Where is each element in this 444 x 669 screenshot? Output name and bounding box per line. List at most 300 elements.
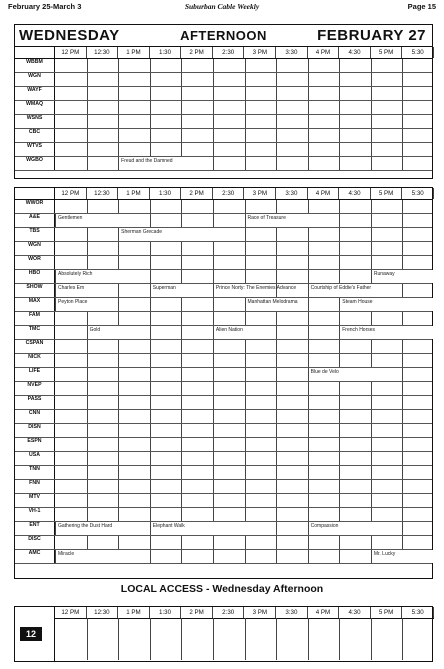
program-title: Freud and the Damned — [118, 157, 213, 170]
program-title: Compassion — [308, 522, 403, 535]
time-slot-label: 4 PM — [308, 607, 340, 618]
cell-divider — [371, 312, 374, 325]
cell-divider — [87, 466, 90, 479]
cell-divider — [308, 59, 311, 72]
cell-divider — [308, 618, 309, 660]
program-title: Mr. Lucky — [371, 550, 434, 563]
cell-divider — [213, 340, 216, 353]
cell-divider — [308, 242, 311, 255]
station-row — [15, 256, 432, 270]
cell-divider — [150, 59, 153, 72]
station-row — [15, 550, 432, 564]
cell-divider — [87, 87, 90, 100]
cell-divider — [213, 298, 216, 311]
time-slot-label: 2:30 — [213, 607, 245, 618]
cell-divider — [339, 270, 342, 283]
date-title: FEBRUARY 27 — [317, 27, 426, 44]
cell-divider — [181, 480, 184, 493]
cell-divider — [245, 228, 248, 241]
program-title: French Horses — [339, 326, 434, 339]
cell-divider — [402, 340, 405, 353]
cell-divider — [87, 368, 90, 381]
cell-divider — [118, 368, 121, 381]
local-access-title: LOCAL ACCESS - Wednesday Afternoon — [120, 583, 324, 595]
cell-divider — [276, 101, 279, 114]
cell-divider — [276, 480, 279, 493]
cell-divider — [150, 129, 153, 142]
cell-divider — [245, 143, 248, 156]
cell-divider — [276, 452, 279, 465]
cell-divider — [87, 452, 90, 465]
cell-divider — [213, 200, 216, 213]
time-slot-label: 3:30 — [276, 47, 308, 58]
program-title: Charles Em — [55, 284, 118, 297]
cell-divider — [118, 494, 121, 507]
cell-divider — [150, 340, 153, 353]
cell-divider — [150, 326, 153, 339]
cell-divider — [150, 480, 153, 493]
cell-divider — [118, 298, 121, 311]
cell-divider — [181, 466, 184, 479]
cell-divider — [308, 298, 311, 311]
cell-divider — [118, 536, 121, 549]
cell-divider — [118, 354, 121, 367]
time-slot-label: 12:30 — [87, 188, 119, 199]
station-name: VH-1 — [15, 508, 55, 521]
cell-divider — [339, 396, 342, 409]
cell-divider — [402, 312, 405, 325]
cell-divider — [150, 143, 153, 156]
time-slot-label: 5:30 — [402, 607, 434, 618]
cell-divider — [276, 438, 279, 451]
cell-divider — [213, 129, 216, 142]
cell-divider — [276, 536, 279, 549]
time-slot-label: 5:30 — [402, 47, 434, 58]
time-header — [15, 47, 432, 59]
cell-divider — [181, 115, 184, 128]
cell-divider — [213, 396, 216, 409]
program-title: Blue de Velo — [308, 368, 403, 381]
cell-divider — [402, 73, 405, 86]
cell-divider — [213, 618, 214, 660]
cell-divider — [245, 87, 248, 100]
station-row — [15, 466, 432, 480]
cell-divider — [150, 115, 153, 128]
cell-divider — [245, 200, 248, 213]
cell-divider — [339, 59, 342, 72]
cell-divider — [87, 438, 90, 451]
cell-divider — [118, 410, 121, 423]
cell-divider — [339, 424, 342, 437]
cell-divider — [308, 480, 311, 493]
program-title: Prince Norty: The Enemies Advance — [213, 284, 276, 297]
cell-divider — [276, 424, 279, 437]
time-slot-label: 1:30 — [150, 607, 182, 618]
cell-divider — [87, 618, 88, 660]
cell-divider — [150, 494, 153, 507]
cell-divider — [371, 508, 374, 521]
cell-divider — [150, 256, 153, 269]
cell-divider — [339, 452, 342, 465]
cell-divider — [402, 382, 405, 395]
time-slot-label: 5:30 — [402, 188, 434, 199]
day-title: WEDNESDAY — [19, 27, 120, 44]
cell-divider — [308, 466, 311, 479]
time-slot-label: 12 PM — [55, 607, 87, 618]
cell-divider — [181, 214, 184, 227]
cell-divider — [276, 115, 279, 128]
cell-divider — [150, 536, 153, 549]
cell-divider — [402, 410, 405, 423]
local-access-channel-cell — [15, 607, 55, 661]
cell-divider — [276, 326, 279, 339]
station-name: MAX — [15, 298, 55, 311]
cell-divider — [245, 115, 248, 128]
time-slot-label: 1:30 — [150, 47, 182, 58]
cell-divider — [181, 382, 184, 395]
cell-divider — [150, 354, 153, 367]
cell-divider — [87, 340, 90, 353]
cell-divider — [87, 312, 90, 325]
cell-divider — [308, 452, 311, 465]
time-header-corner — [15, 188, 55, 199]
time-slot-label: 2:30 — [213, 47, 245, 58]
cell-divider — [213, 382, 216, 395]
cell-divider — [213, 438, 216, 451]
cell-divider — [245, 550, 248, 563]
cell-divider — [181, 129, 184, 142]
cell-divider — [150, 396, 153, 409]
time-slot-label: 3 PM — [245, 47, 277, 58]
cell-divider — [213, 508, 216, 521]
cell-divider — [308, 87, 311, 100]
cell-divider — [402, 228, 405, 241]
cell-divider — [276, 410, 279, 423]
cell-divider — [245, 494, 248, 507]
cell-divider — [87, 382, 90, 395]
cell-divider — [371, 452, 374, 465]
cell-divider — [402, 508, 405, 521]
cell-divider — [276, 73, 279, 86]
cell-divider — [213, 59, 216, 72]
cell-divider — [402, 480, 405, 493]
cell-divider — [308, 494, 311, 507]
cell-divider — [87, 228, 90, 241]
cell-divider — [87, 494, 90, 507]
cell-divider — [371, 340, 374, 353]
cell-divider — [245, 242, 248, 255]
cell-divider — [308, 256, 311, 269]
cell-divider — [118, 452, 121, 465]
cell-divider — [308, 115, 311, 128]
station-name: ESPN — [15, 438, 55, 451]
cell-divider — [402, 129, 405, 142]
station-row — [15, 87, 432, 101]
station-row — [15, 214, 432, 228]
station-name: CSPAN — [15, 340, 55, 353]
station-row — [15, 242, 432, 256]
cell-divider — [276, 550, 279, 563]
program-title: Steam House — [339, 298, 434, 311]
cell-divider — [213, 550, 216, 563]
cell-divider — [371, 143, 374, 156]
cell-divider — [402, 494, 405, 507]
station-row — [15, 298, 432, 312]
station-row — [15, 143, 432, 157]
cell-divider — [118, 143, 121, 156]
cell-divider — [402, 256, 405, 269]
cell-divider — [339, 312, 342, 325]
cell-divider — [371, 101, 374, 114]
cell-divider — [213, 87, 216, 100]
cable-grid — [15, 188, 432, 564]
cell-divider — [213, 410, 216, 423]
cell-divider — [308, 508, 311, 521]
cell-divider — [213, 466, 216, 479]
cell-divider — [213, 354, 216, 367]
cell-divider — [371, 214, 374, 227]
station-name: DISN — [15, 424, 55, 437]
cell-divider — [245, 256, 248, 269]
station-row — [15, 354, 432, 368]
cell-divider — [213, 143, 216, 156]
station-name: WWOR — [15, 200, 55, 213]
station-row — [15, 410, 432, 424]
cell-divider — [402, 452, 405, 465]
cell-divider — [181, 618, 182, 660]
station-name: FAM — [15, 312, 55, 325]
program-title: Elephant Walk — [150, 522, 276, 535]
station-row — [15, 424, 432, 438]
station-name: WSNS — [15, 115, 55, 128]
cell-divider — [371, 480, 374, 493]
cell-divider — [371, 354, 374, 367]
time-slot-label: 3 PM — [245, 607, 277, 618]
cell-divider — [371, 200, 374, 213]
cell-divider — [245, 410, 248, 423]
cell-divider — [181, 340, 184, 353]
cell-divider — [181, 354, 184, 367]
cell-divider — [150, 242, 153, 255]
cell-divider — [118, 508, 121, 521]
cell-divider — [371, 115, 374, 128]
cell-divider — [276, 396, 279, 409]
publication-name: Suburban Cable Weekly — [184, 2, 260, 11]
cell-divider — [87, 73, 90, 86]
cell-divider — [150, 452, 153, 465]
station-row — [15, 508, 432, 522]
cell-divider — [181, 494, 184, 507]
cell-divider — [181, 424, 184, 437]
cell-divider — [213, 536, 216, 549]
cell-divider — [181, 508, 184, 521]
cell-divider — [308, 101, 311, 114]
station-name: A&E — [15, 214, 55, 227]
cell-divider — [181, 242, 184, 255]
cell-divider — [118, 101, 121, 114]
time-slot-label: 4:30 — [339, 607, 371, 618]
cell-divider — [402, 115, 405, 128]
cell-divider — [339, 480, 342, 493]
cell-divider — [150, 214, 153, 227]
cell-divider — [87, 256, 90, 269]
cell-divider — [118, 618, 119, 660]
cell-divider — [213, 494, 216, 507]
cell-divider — [245, 424, 248, 437]
station-name: CBC — [15, 129, 55, 142]
cell-divider — [245, 452, 248, 465]
cell-divider — [181, 396, 184, 409]
station-name: WMAQ — [15, 101, 55, 114]
cell-divider — [213, 157, 216, 170]
cell-divider — [213, 115, 216, 128]
time-slot-label: 3:30 — [276, 607, 308, 618]
program-title: Manhattan Melodrama — [245, 298, 308, 311]
station-row — [15, 522, 432, 536]
cell-divider — [118, 424, 121, 437]
cell-divider — [245, 466, 248, 479]
station-name: TMC — [15, 326, 55, 339]
cell-divider — [213, 312, 216, 325]
cell-divider — [339, 73, 342, 86]
cell-divider — [245, 618, 246, 660]
time-header-corner — [15, 47, 55, 58]
cell-divider — [87, 396, 90, 409]
time-slot-label: 12:30 — [87, 47, 119, 58]
page-number: Page 15 — [407, 2, 436, 11]
cell-divider — [308, 326, 311, 339]
station-name: CNN — [15, 410, 55, 423]
cell-divider — [402, 368, 405, 381]
station-name: NICK — [15, 354, 55, 367]
cell-divider — [371, 228, 374, 241]
cell-divider — [339, 129, 342, 142]
time-slot-label: 2 PM — [181, 188, 213, 199]
station-row — [15, 59, 432, 73]
cell-divider — [371, 256, 374, 269]
cell-divider — [371, 536, 374, 549]
cell-divider — [213, 480, 216, 493]
cell-divider — [213, 73, 216, 86]
cable-grid-box — [14, 187, 433, 579]
time-slot-label: 2 PM — [181, 607, 213, 618]
cell-divider — [181, 87, 184, 100]
time-slot-label: 3 PM — [245, 188, 277, 199]
cell-divider — [118, 284, 121, 297]
cell-divider — [402, 157, 405, 170]
cell-divider — [276, 129, 279, 142]
time-slot-label: 4:30 — [339, 188, 371, 199]
cell-divider — [181, 438, 184, 451]
cell-divider — [402, 618, 403, 660]
cell-divider — [308, 438, 311, 451]
cell-divider — [87, 115, 90, 128]
cell-divider — [402, 200, 405, 213]
cell-divider — [308, 410, 311, 423]
station-row — [15, 157, 432, 171]
cell-divider — [276, 87, 279, 100]
cell-divider — [213, 242, 216, 255]
cell-divider — [181, 101, 184, 114]
station-name: DISC — [15, 536, 55, 549]
cell-divider — [150, 438, 153, 451]
cell-divider — [308, 129, 311, 142]
cell-divider — [276, 354, 279, 367]
cell-divider — [213, 368, 216, 381]
station-row — [15, 101, 432, 115]
station-row — [15, 368, 432, 382]
station-name: TBS — [15, 228, 55, 241]
cell-divider — [339, 242, 342, 255]
cell-divider — [213, 452, 216, 465]
station-name: WBBM — [15, 59, 55, 72]
cell-divider — [276, 522, 279, 535]
time-slot-label: 12 PM — [55, 188, 87, 199]
cell-divider — [371, 59, 374, 72]
station-row — [15, 129, 432, 143]
time-slot-label: 1 PM — [118, 188, 150, 199]
cell-divider — [371, 242, 374, 255]
station-row — [15, 536, 432, 550]
cell-divider — [339, 550, 342, 563]
program-title: Gold — [87, 326, 150, 339]
cell-divider — [245, 480, 248, 493]
cell-divider — [308, 340, 311, 353]
cell-divider — [118, 256, 121, 269]
station-name: WGN — [15, 242, 55, 255]
cell-divider — [339, 87, 342, 100]
cell-divider — [213, 101, 216, 114]
cell-divider — [150, 424, 153, 437]
cell-divider — [276, 157, 279, 170]
program-title: Gentlemen — [55, 214, 150, 227]
cell-divider — [276, 143, 279, 156]
station-row — [15, 382, 432, 396]
program-title: Miracle — [55, 550, 150, 563]
cell-divider — [245, 438, 248, 451]
cell-divider — [118, 242, 121, 255]
cell-divider — [150, 410, 153, 423]
cell-divider — [181, 298, 184, 311]
station-name: USA — [15, 452, 55, 465]
station-name: WGBO — [15, 157, 55, 170]
cell-divider — [150, 298, 153, 311]
cell-divider — [87, 410, 90, 423]
station-name: TNN — [15, 466, 55, 479]
cell-divider — [339, 115, 342, 128]
cell-divider — [245, 368, 248, 381]
time-slot-label: 1 PM — [118, 47, 150, 58]
time-slot-label: 5 PM — [371, 188, 403, 199]
cell-divider — [118, 59, 121, 72]
cell-divider — [371, 396, 374, 409]
cell-divider — [118, 312, 121, 325]
time-slot-label: 5 PM — [371, 47, 403, 58]
cell-divider — [245, 396, 248, 409]
cell-divider — [181, 270, 184, 283]
cell-divider — [276, 200, 279, 213]
cell-divider — [402, 59, 405, 72]
cell-divider — [402, 424, 405, 437]
cell-divider — [87, 129, 90, 142]
station-name: HBO — [15, 270, 55, 283]
station-row — [15, 228, 432, 242]
cell-divider — [150, 270, 153, 283]
cell-divider — [371, 424, 374, 437]
cell-divider — [402, 87, 405, 100]
cell-divider — [308, 312, 311, 325]
cell-divider — [308, 228, 311, 241]
